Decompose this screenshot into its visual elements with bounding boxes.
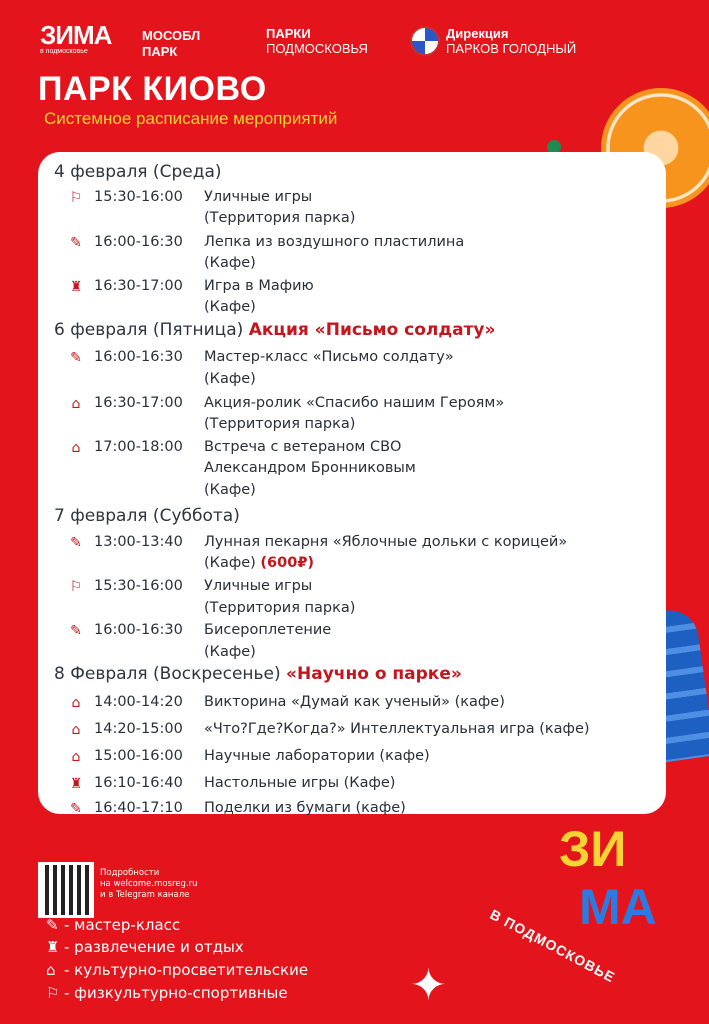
culture-icon: ⌂	[71, 695, 81, 711]
dir-line1: Дирекция	[446, 26, 509, 41]
parki-line2: ПОДМОСКОВЬЯ	[266, 41, 368, 56]
day-label: 6 февраля (Пятница)	[54, 320, 244, 340]
zima-letters-bottom: МА	[579, 879, 657, 935]
sport-icon: ⚐	[69, 579, 83, 595]
day-promo: «Научно о парке»	[286, 664, 462, 684]
event-time: 14:00-14:20	[94, 694, 183, 710]
event-desc: Уличные игры	[204, 189, 313, 205]
event-time: 14:20-15:00	[94, 721, 183, 737]
day-heading	[54, 162, 222, 182]
event-place: (Кафе)	[204, 555, 256, 571]
event-time: 15:30-16:00	[94, 578, 183, 594]
event-place: (Кафе)	[204, 255, 256, 271]
event-place: (Кафе)	[204, 482, 256, 498]
schedule-card	[38, 152, 666, 817]
culture-icon: ⌂	[71, 396, 81, 412]
event-desc: Викторина «Думай как ученый» (кафе)	[204, 694, 505, 710]
event-place: (Территория парка)	[204, 416, 356, 432]
qr-caption-line: на welcome.mosreg.ru	[100, 879, 198, 889]
entertainment-icon: ♜	[46, 938, 60, 956]
parki-line1: ПАРКИ	[266, 26, 311, 41]
event-desc: Лепка из воздушного пластилина	[204, 234, 465, 250]
event-time: 16:00-16:30	[94, 349, 183, 365]
legend-item	[46, 984, 288, 1002]
masterclass-icon: ✎	[70, 801, 82, 817]
mosobl-line1: МОСОБЛ	[142, 28, 201, 43]
qr-caption	[100, 868, 198, 901]
legend-item	[46, 916, 180, 934]
event-desc: Акция-ролик «Спасибо нашим Героям»	[204, 395, 505, 411]
event-desc: Лунная пекарня «Яблочные дольки с корицей»	[204, 534, 568, 550]
event-time: 15:30-16:00	[94, 189, 183, 205]
masterclass-icon: ✎	[70, 235, 82, 251]
event-desc: Бисероплетение	[204, 622, 332, 638]
event-place: (Кафе)	[204, 299, 256, 315]
event-place-with-price	[204, 553, 314, 574]
direction-logo	[446, 26, 576, 56]
event-time: 16:00-16:30	[94, 622, 183, 638]
event-desc: Поделки из бумаги (кафе)	[204, 800, 406, 816]
qr-caption-line: Подробности	[100, 868, 160, 878]
event-desc: Научные лаборатории (кафе)	[204, 748, 430, 764]
mosoblpark-logo	[142, 28, 200, 60]
sport-icon: ⚐	[69, 190, 83, 206]
event-place: (Кафе)	[204, 371, 256, 387]
legend-item	[46, 938, 244, 956]
day-heading	[54, 320, 496, 340]
entertainment-icon: ♜	[69, 776, 83, 792]
event-desc: «Что?Где?Когда?» Интеллектуальная игра (кафе)	[204, 721, 590, 737]
event-desc: Игра в Мафию	[204, 278, 314, 294]
page-subtitle: Системное расписание мероприятий	[44, 109, 338, 128]
culture-icon: ⌂	[46, 961, 56, 979]
zima-3d-logo	[559, 820, 689, 936]
culture-icon: ⌂	[71, 749, 81, 765]
direction-emblem-icon	[410, 26, 440, 56]
culture-icon: ⌂	[71, 722, 81, 738]
event-time: 16:10-16:40	[94, 775, 183, 791]
mosobl-line2: ПАРК	[142, 44, 178, 59]
legend-item	[46, 961, 308, 979]
event-time: 16:30-17:00	[94, 278, 183, 294]
sport-icon: ⚐	[46, 984, 60, 1002]
page-title: ПАРК КИОВО	[38, 70, 267, 108]
event-time: 13:00-13:40	[94, 534, 183, 550]
parki-logo	[266, 26, 368, 56]
event-place: (Территория парка)	[204, 600, 356, 616]
event-price: (600₽)	[260, 555, 315, 571]
legend-label: - физкультурно-спортивные	[64, 984, 288, 1002]
event-place: (Территория парка)	[204, 210, 356, 226]
qr-code[interactable]	[38, 862, 94, 918]
event-time: 15:00-16:00	[94, 748, 183, 764]
masterclass-icon: ✎	[70, 350, 82, 366]
entertainment-icon: ♜	[69, 279, 83, 295]
legend-label: - развлечение и отдых	[64, 938, 244, 956]
event-time: 16:00-16:30	[94, 234, 183, 250]
header-logos	[40, 22, 669, 68]
day-heading	[54, 506, 240, 526]
masterclass-icon: ✎	[46, 916, 59, 934]
masterclass-icon: ✎	[70, 623, 82, 639]
day-heading	[54, 664, 462, 684]
zima-logo-text: ЗИМА	[40, 20, 112, 50]
culture-icon: ⌂	[71, 440, 81, 456]
legend-label: - культурно-просветительские	[64, 961, 309, 979]
day-label: 7 февраля (Суббота)	[54, 506, 240, 526]
event-desc-cont: Александром Бронниковым	[204, 460, 416, 476]
zima-logo	[40, 22, 111, 56]
event-place: (Кафе)	[204, 644, 256, 660]
masterclass-icon: ✎	[70, 535, 82, 551]
qr-caption-line: и в Telegram канале	[100, 890, 190, 900]
day-label: 4 февраля (Среда)	[54, 162, 222, 182]
event-time: 16:40-17:10	[94, 800, 183, 816]
event-desc: Настольные игры (Кафе)	[204, 775, 396, 791]
star-icon: ✦	[410, 960, 447, 1011]
event-desc: Уличные игры	[204, 578, 313, 594]
zima-letters-top: ЗИ	[559, 821, 627, 877]
event-time: 17:00-18:00	[94, 439, 183, 455]
day-promo: Акция «Письмо солдату»	[248, 320, 496, 340]
v-podmoskovye-label: В ПОДМОСКОВЬЕ	[487, 906, 619, 986]
dir-line2: ПАРКОВ ГОЛОДНЫЙ	[446, 41, 577, 56]
zima-logo-sub: в подмосковье	[40, 48, 88, 55]
legend-label: - мастер-класс	[64, 916, 181, 934]
event-desc: Мастер-класс «Письмо солдату»	[204, 349, 454, 365]
day-label: 8 Февраля (Воскресенье)	[54, 664, 281, 684]
event-desc: Встреча с ветераном СВО	[204, 439, 402, 455]
event-time: 16:30-17:00	[94, 395, 183, 411]
